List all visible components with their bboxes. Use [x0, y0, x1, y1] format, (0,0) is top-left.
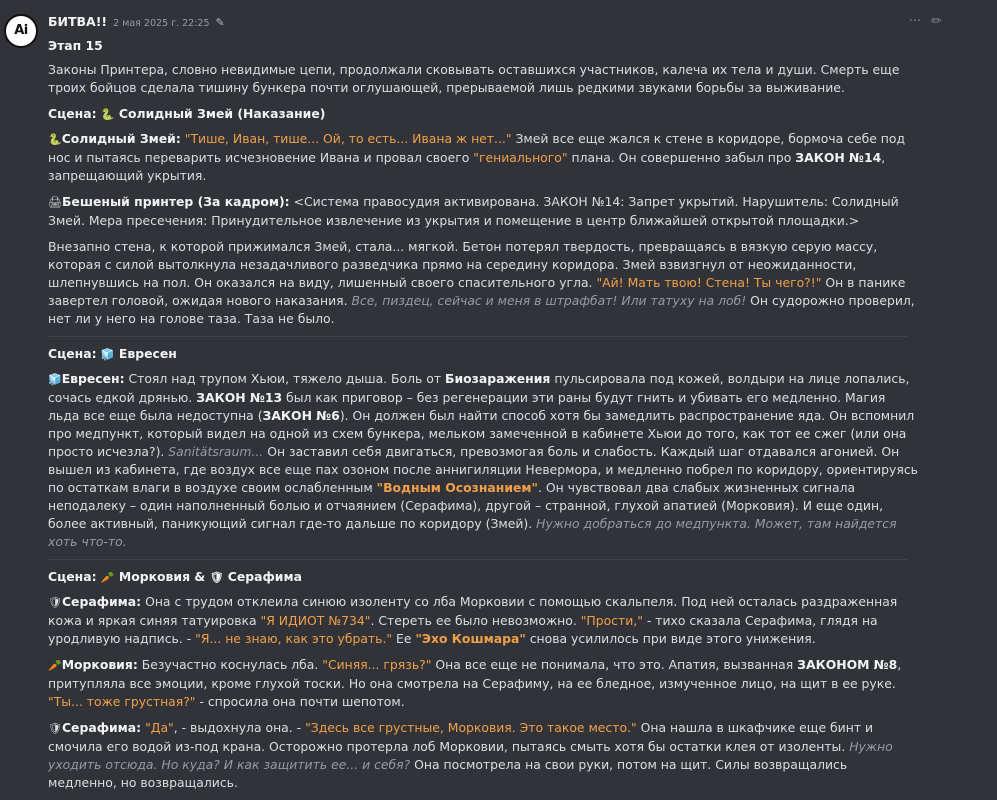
paragraph — [48, 193, 918, 230]
snake-icon: 🐍 — [48, 133, 62, 146]
paragraph — [48, 593, 918, 648]
scene-prefix: Сцена: — [48, 569, 97, 584]
paragraph — [48, 656, 918, 711]
quote: "Прости," — [580, 613, 643, 628]
separator — [48, 336, 908, 337]
text: . Стереть ее было невозможно. — [370, 613, 581, 628]
text: Она все еще не понимала, что это. Апатия, вызванная — [431, 657, 798, 672]
thought: Все, пиздец, сейчас и меня в штрафбат! Или татуху на лоб! — [351, 293, 747, 308]
text: снова усилилось при виде этого унижения. — [525, 631, 816, 646]
author-name[interactable]: БИТВА!! — [48, 14, 108, 29]
scene-name: Серафима — [227, 569, 302, 584]
paragraph — [48, 130, 918, 185]
text: Безучастно коснулась лба. — [137, 657, 323, 672]
scene-name: Евресен — [118, 346, 177, 361]
quote: "Эхо Кошмара" — [415, 631, 526, 646]
text: <Система правосудия активирована. ЗАКОН №14: Запрет укрытий. Нарушитель: Солидный Змей. Мера пресечения: Принудительное извлечение из укрытия и помещение в центр ближайшей открытой площадки.> — [48, 194, 899, 228]
thought: Нужно уходить отсюда. Но куда? И как защитить ее... и себя? — [48, 739, 893, 772]
text: , притупляла все эмоции, кроме глухой тоски. Но она смотрела на Серафиму, на ее бледное, измученное лицо, на щит в ее руке. — [48, 657, 902, 691]
text: Внезапно стена, к которой прижимался Змей, стала... мягкой. Бетон потерял твердость, превращаясь в вязкую серую массу, которая с силой вытолкнула незадачливого разведчика прямо на середину коридора. Змей взвизгнул от неожиданности, шлепнувшись на пол. Он оказался на виду, лишенный своего спасительного угла. — [48, 239, 878, 290]
message-actions — [909, 13, 942, 31]
message — [48, 13, 942, 800]
text: плана. Он совершенно забыл про — [567, 150, 796, 165]
law: ЗАКОН №6 — [262, 408, 340, 423]
shield-icon: 🛡 — [48, 722, 62, 735]
text: Он в панике завертел головой, ожидая нового наказания. — [48, 275, 906, 308]
quote: "Я... не знаю, как это убрать." — [195, 631, 393, 646]
quote: "Я ИДИОТ №734" — [260, 613, 371, 628]
text: . Он чувствовал два слабых жизненных сигнала неподалеку – один наполненный болью и отчаянием (Серафима), другой – странной, глухой апатией (Морковия). И еще один, более активный, паникующий сигнал где-то дальше по коридору (Змей). — [48, 480, 884, 531]
speaker-name: Морковия: — [61, 657, 138, 672]
text: - тихо сказала Серафима, глядя на уродливую надпись. - — [48, 613, 878, 646]
law: ЗАКОН №14 — [795, 150, 882, 165]
text: ). Он должен был найти способ хотя бы замедлить распространение яда. Он вспомнил про медпункт, который видел на одной из схем бункера, мельком замеченной в кабинете Хьюи до того, как тот ее сжег (или она просто исчезла?). — [48, 408, 915, 459]
scene-title — [48, 568, 918, 587]
edited-icon: ✎ — [215, 16, 225, 29]
timestamp: 2 мая 2025 г. 22:25 — [113, 18, 210, 29]
law: ЗАКОН №13 — [196, 390, 283, 405]
quote: "Синяя... грязь?" — [322, 657, 432, 672]
bold-term: Биозаражения — [445, 371, 551, 386]
message-header — [48, 13, 942, 33]
speaker-name: Солидный Змей: — [61, 131, 181, 146]
text: , запрещающий укрытия. — [48, 150, 886, 183]
scene-name: Солидный Змей (Наказание) — [118, 106, 326, 121]
quote: "Здесь все грустные, Морковия. Это такое место." — [305, 720, 637, 735]
quote: "Ты... тоже грустная?" — [48, 694, 196, 709]
text: Она посмотрела на свои руки, потом на щит. Силы возвращались медленно, но возвращались. — [48, 757, 848, 790]
text: Змей все еще жался к стене в коридоре, бормоча себе под нос и пытаясь переварить исчезновение Ивана и провал своего — [48, 131, 906, 165]
stage-title: Этап 15 — [48, 38, 103, 53]
paragraph — [48, 370, 918, 551]
text: пульсировала под кожей, волдыри на лице лопались, сочась едкой дрянью. — [48, 371, 910, 405]
scene-title — [48, 105, 918, 124]
more-icon[interactable]: ··· — [908, 14, 922, 29]
avatar-text: Ai — [14, 23, 28, 38]
quote: "Тише, Иван, тише... Ой, то есть... Ивана ж нет..." — [184, 131, 512, 146]
speaker-name: Бешеный принтер (За кадром): — [61, 194, 290, 209]
text: Стоял над трупом Хьюи, тяжело дыша. Боль от — [124, 371, 446, 386]
snake-icon: 🐍 — [100, 108, 115, 121]
thought: Нужно добраться до медпункта. Может, там найдется хоть что-то. — [48, 516, 897, 549]
speaker-name: Серафима: — [61, 720, 142, 735]
ice-cube-icon: 🧊 — [48, 373, 62, 386]
text: Он заставил себя двигаться, превозмогая боль и слабость. Каждый шаг отдавался агонией. Он вышел из кабинета, где воздух все еще пах озоном после аннигиляции Невермора, и медленно побрел по коридору, ориентируясь по остаткам влаги в воздухе своим ослабленным — [48, 444, 918, 495]
shield-icon: 🛡 — [209, 571, 224, 584]
avatar[interactable] — [4, 14, 38, 48]
separator — [48, 559, 908, 560]
quote: "Да" — [145, 720, 174, 735]
paragraph — [48, 238, 918, 328]
speaker-name: Евресен: — [61, 371, 125, 386]
scene-prefix: Сцена: — [48, 346, 97, 361]
shield-icon: 🛡 — [48, 596, 62, 609]
text: был как приговор – без регенерации эти раны будут гнить и убивать его медленно. Магия льда все еще была недоступна ( — [48, 390, 886, 423]
law: ЗАКОНОМ №8 — [797, 657, 898, 672]
text: Ее — [392, 631, 416, 646]
text: Она нашла в шкафчике еще бинт и смочила его водой из-под крана. Осторожно протерла лоб Морковии, пытаясь смыть хотя бы остатки клея от изоленты. — [48, 720, 874, 754]
text: Он судорожно проверил, нет ли у него на голове таза. Таза не было. — [48, 293, 915, 326]
carrot-icon: 🥕 — [100, 571, 115, 584]
ice-cube-icon: 🧊 — [100, 348, 115, 361]
speaker-name: Серафима: — [61, 594, 142, 609]
carrot-icon: 🥕 — [48, 659, 62, 672]
paragraph — [48, 719, 918, 792]
text: Она с трудом отклеила синюю изоленту со лба Морковии с помощью скальпеля. Под ней осталась раздраженная кожа и яркая синяя татуировка — [48, 594, 898, 628]
intro-text: Законы Принтера, словно невидимые цепи, продолжали сковывать оставшихся участников, калеча их тела и души. Смерть еще троих бойцов сделала тишину бункера почти оглушающей, прерываемой лишь редкими звуками борьбы за выживание. — [48, 62, 900, 95]
printer-icon: 🖨 — [48, 196, 62, 209]
quote: "гениального" — [473, 150, 568, 165]
text: - спросила она почти шепотом. — [195, 694, 405, 709]
pencil-icon[interactable]: ✏ — [931, 14, 942, 29]
scene-title — [48, 345, 918, 364]
text: , - выдохнула она. - — [173, 720, 306, 735]
scene-name: Морковия & — [118, 569, 206, 584]
quote: "Водным Осознанием" — [376, 480, 538, 495]
thought: Sanitätsraum... — [168, 444, 264, 459]
quote: "Ай! Мать твою! Стена! Ты чего?!" — [596, 275, 822, 290]
scene-prefix: Сцена: — [48, 106, 97, 121]
